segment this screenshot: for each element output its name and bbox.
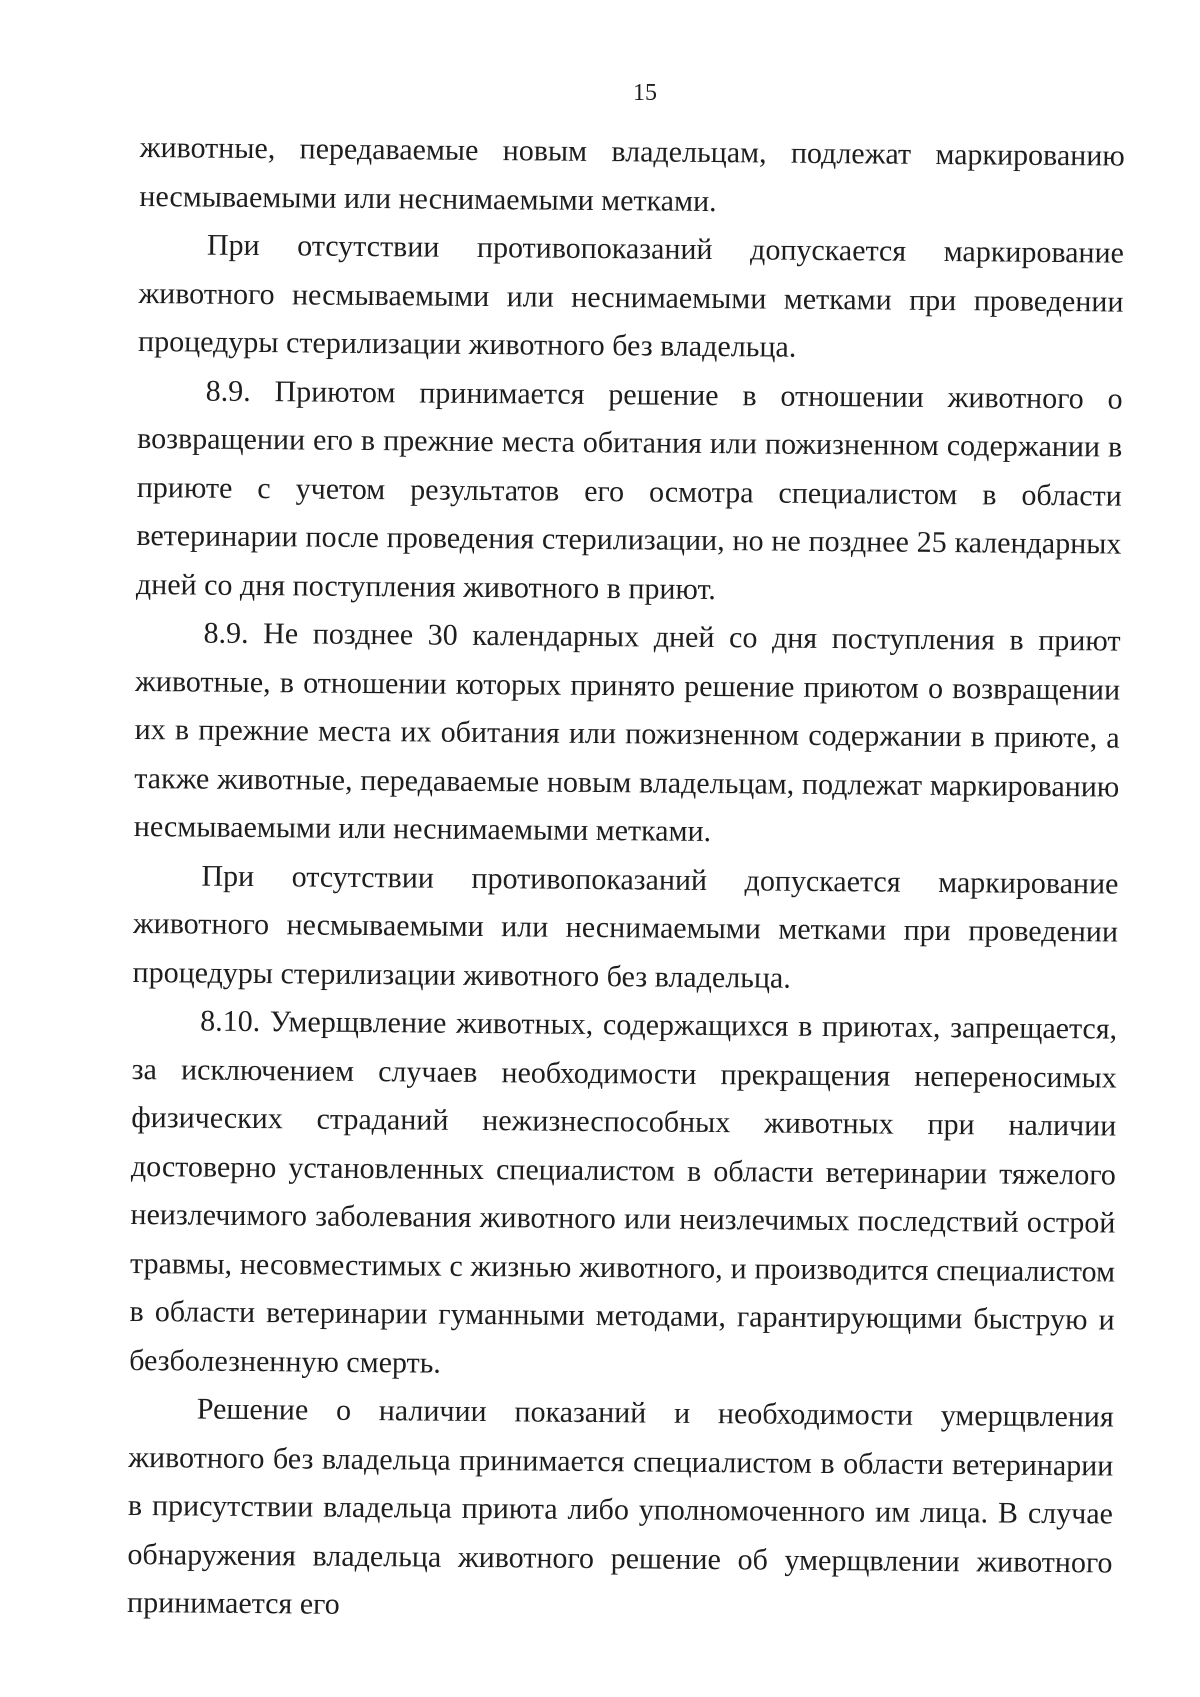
document-body [127, 124, 1125, 1636]
paragraph-euthanasia-decision: Решение о наличии показаний и необходимости умерщвления животного без владельца принимается специалистом в области ветеринарии в присутствии владельца приюта либо уполномоченного им лица. В случае обнаружения владельца животного решение об умерщвлении животного принимается его [126, 1392, 1114, 1621]
paragraph-marking-sterilization-repeat: При отсутствии противопоказаний допускается маркирование животного несмываемыми или неснимаемыми метками при проведении процедуры стерилизации животного без владельца. [132, 859, 1119, 995]
paragraph-8-9-marking: 8.9. Не позднее 30 календарных дней со дня поступления в приют животные, в отношении которых принято решение приютом о возвращении их в прежние места их обитания или пожизненном содержании в приюте, а также животные, передаваемые новым владельцам, подлежат маркированию несмываемыми или неснимаемыми метками. [133, 616, 1121, 849]
paragraph-8-10-euthanasia: 8.10. Умерщвление животных, содержащихся в приютах, запрещается, за исключением случаев необходимости прекращения непереносимых физических страданий нежизнеспособных животных при наличии достоверно установленных специалистом в области ветеринарии тяжелого неизлечимого заболевания животного или неизлечимых последствий острой травмы, несовместимых с жизнью животного, и производится специалистом в области ветеринарии гуманными методами, гарантирующими быструю и безболезненную смерть. [129, 1004, 1118, 1380]
paragraph-continuation: животные, передаваемые новым владельцам, подлежат маркированию несмываемыми или неснимаемыми метками. [139, 130, 1125, 218]
paragraph-marking-sterilization: При отсутствии противопоказаний допускается маркирование животного несмываемыми или неснимаемыми метками при проведении процедуры стерилизации животного без владельца. [137, 228, 1125, 364]
paragraph-8-9-decision: 8.9. Приютом принимается решение в отношении животного о возвращении его в прежние места обитания или пожизненном содержании в приюте с учетом результатов его осмотра специалистом в области ветеринарии после проведения стерилизации, но не позднее 25 календарных дней со дня поступления животного в приют. [135, 374, 1123, 606]
page-number: 15 [633, 80, 657, 106]
